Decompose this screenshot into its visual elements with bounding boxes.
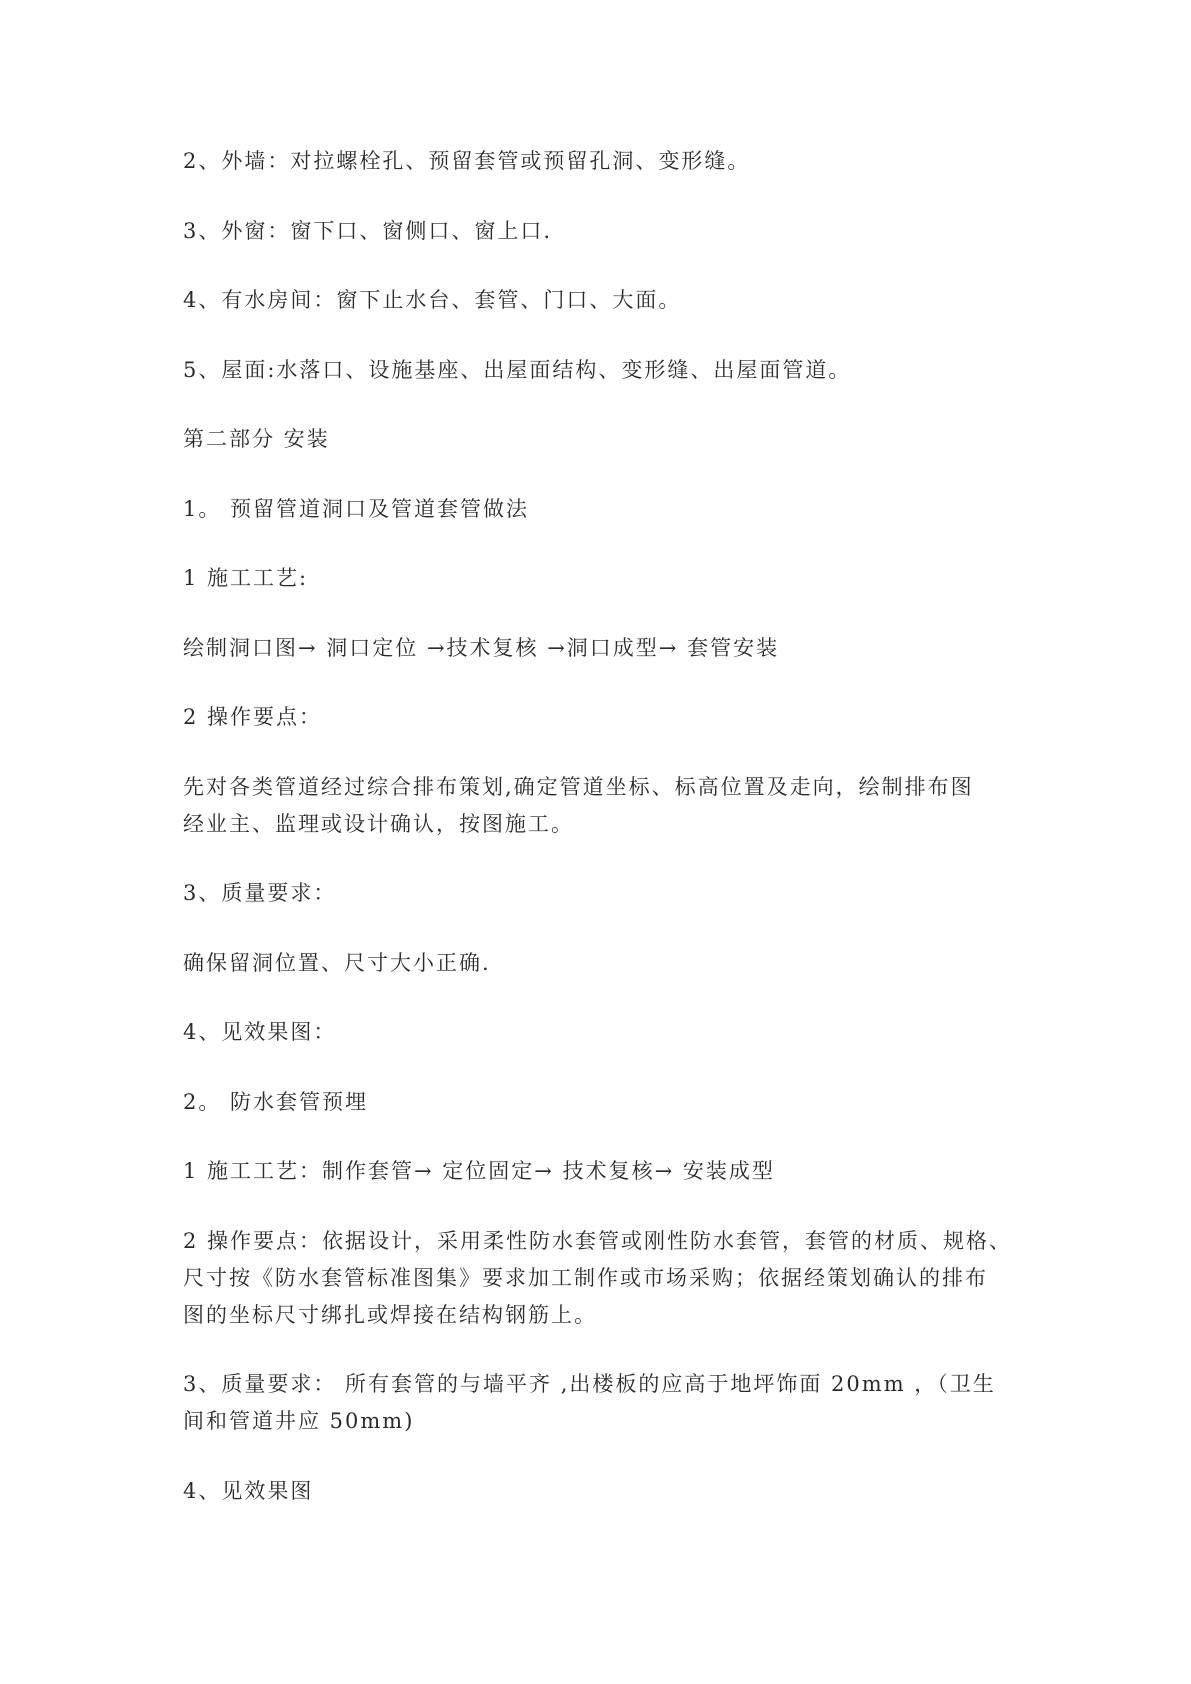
text-line-sleeve-key-points-1: 2 操作要点：依据设计，采用柔性防水套管或刚性防水套管，套管的材质、规格、 bbox=[183, 1229, 1013, 1253]
text-line-quality-body: 确保留洞位置、尺寸大小正确. bbox=[183, 951, 491, 975]
text-line-wet-room: 4、有水房间：窗下止水台、套管、门口、大面。 bbox=[183, 288, 682, 312]
text-line-exterior-window: 3、外窗：窗下口、窗侧口、窗上口. bbox=[183, 219, 553, 243]
text-line-process-label: 1 施工工艺: bbox=[183, 566, 309, 590]
subsection-heading-pipe-openings: 1。 预留管道洞口及管道套管做法 bbox=[183, 497, 530, 521]
text-line-exterior-wall: 2、外墙：对拉螺栓孔、预留套管或预留孔洞、变形缝。 bbox=[183, 149, 751, 173]
text-line-sleeve-key-points-3: 图的坐标尺寸绑扎或焊接在结构钢筋上。 bbox=[183, 1303, 597, 1327]
subsection-heading-waterproof-sleeve: 2。 防水套管预埋 bbox=[183, 1090, 369, 1114]
text-line-roof: 5、屋面:水落口、设施基座、出屋面结构、变形缝、出屋面管道。 bbox=[183, 358, 852, 382]
text-line-key-points-body-2: 经业主、监理或设计确认，按图施工。 bbox=[183, 812, 574, 836]
text-line-key-points-label: 2 操作要点： bbox=[183, 705, 323, 729]
text-line-process-flow: 绘制洞口图→ 洞口定位 →技术复核 →洞口成型→ 套管安装 bbox=[183, 636, 780, 660]
text-line-sleeve-quality-2: 间和管道井应 50mm) bbox=[183, 1409, 415, 1433]
text-line-effect-figure: 4、见效果图： bbox=[183, 1020, 337, 1044]
section-heading-installation: 第二部分 安装 bbox=[183, 427, 330, 451]
text-line-sleeve-process: 1 施工工艺：制作套管→ 定位固定→ 技术复核→ 安装成型 bbox=[183, 1159, 775, 1183]
text-line-quality-label: 3、质量要求： bbox=[183, 881, 337, 905]
text-line-sleeve-key-points-2: 尺寸按《防水套管标准图集》要求加工制作或市场采购；依据经策划确认的排布 bbox=[183, 1266, 988, 1290]
text-line-key-points-body-1: 先对各类管道经过综合排布策划,确定管道坐标、标高位置及走向，绘制排布图 bbox=[183, 775, 974, 799]
text-line-sleeve-quality-1: 3、质量要求： 所有套管的与墙平齐 ,出楼板的应高于地坪饰面 20mm ，（卫生 bbox=[183, 1372, 996, 1396]
text-line-sleeve-effect-figure: 4、见效果图 bbox=[183, 1479, 314, 1503]
